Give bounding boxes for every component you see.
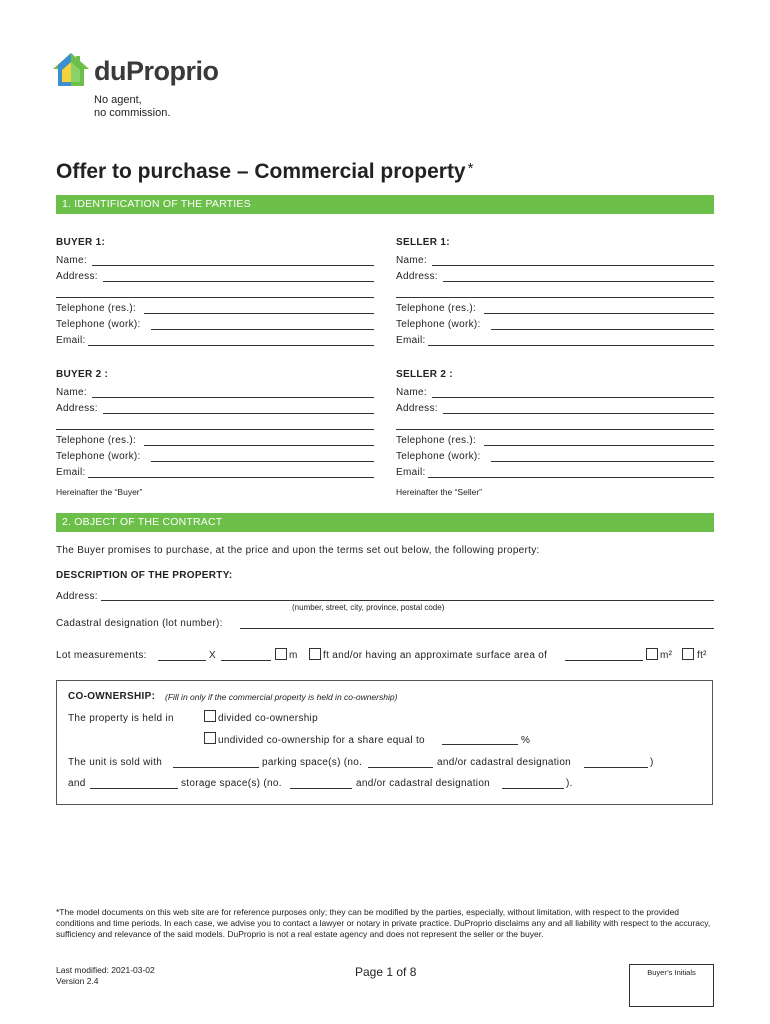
parking-count-field[interactable] xyxy=(173,767,259,768)
buyer-initials-label: Buyer’s Initials xyxy=(647,968,696,977)
page-title-text: Offer to purchase – Commercial property xyxy=(56,160,466,183)
buyer-1-address-label: Address: xyxy=(56,271,98,282)
property-description-heading: DESCRIPTION OF THE PROPERTY: xyxy=(56,570,233,581)
tagline xyxy=(94,94,170,120)
buyer-1-tel-res-field[interactable] xyxy=(144,313,374,314)
parking-number-field[interactable] xyxy=(368,767,433,768)
coownership-heading: CO-OWNERSHIP: xyxy=(68,691,156,702)
buyer-1-email-label: Email: xyxy=(56,335,86,346)
property-address-hint: (number, street, city, province, postal code) xyxy=(292,603,445,612)
seller-1-email-field[interactable] xyxy=(428,345,714,346)
seller-2-name-label: Name: xyxy=(396,387,427,398)
seller-2-tel-res-label: Telephone (res.): xyxy=(396,435,477,446)
storage-cadastral-label: and/or cadastral designation xyxy=(356,778,491,789)
storage-count-field[interactable] xyxy=(90,788,178,789)
sold-with-label: The unit is sold with xyxy=(68,757,163,768)
tagline-line-2: no commission. xyxy=(94,107,171,119)
cadastral-label: Cadastral designation (lot number): xyxy=(56,618,223,629)
seller-1-name-field[interactable] xyxy=(432,265,714,266)
buyer-2-tel-work-label: Telephone (work): xyxy=(56,451,141,462)
last-modified: Last modified: 2021-03-02 xyxy=(56,965,155,975)
unit-m2-checkbox[interactable] xyxy=(646,648,658,660)
buyer-2-tel-res-field[interactable] xyxy=(144,445,374,446)
buyer-2-address-label: Address: xyxy=(56,403,98,414)
seller-2-tel-res-field[interactable] xyxy=(484,445,714,446)
seller-2-label: SELLER 2 : xyxy=(396,369,453,380)
page-title xyxy=(56,160,473,184)
seller-1-address-field-2[interactable] xyxy=(396,297,714,298)
title-asterisk: * xyxy=(467,160,474,177)
buyer-1-tel-work-field[interactable] xyxy=(151,329,374,330)
lot-length-field[interactable] xyxy=(221,660,271,661)
seller-1-tel-res-field[interactable] xyxy=(484,313,714,314)
seller-1-tel-res-label: Telephone (res.): xyxy=(396,303,477,314)
seller-1-label: SELLER 1: xyxy=(396,237,450,248)
tagline-line-1: No agent, xyxy=(94,94,142,106)
parking-label: parking space(s) (no. xyxy=(262,757,363,768)
buyer-1-email-field[interactable] xyxy=(88,345,374,346)
buyer-2-address-field[interactable] xyxy=(103,413,374,414)
storage-and-label: and xyxy=(68,778,86,789)
seller-2-name-field[interactable] xyxy=(432,397,714,398)
undivided-checkbox[interactable] xyxy=(204,732,216,744)
lot-width-field[interactable] xyxy=(158,660,206,661)
lot-x-label: X xyxy=(209,650,216,661)
unit-ft-checkbox[interactable] xyxy=(309,648,321,660)
parking-close-paren: ) xyxy=(650,757,654,768)
property-address-field[interactable] xyxy=(101,600,714,601)
page-number: Page 1 of 8 xyxy=(355,965,417,979)
storage-close-paren: ). xyxy=(566,778,573,789)
buyer-hereinafter-note: Hereinafter the “Buyer” xyxy=(56,487,143,497)
unit-m-checkbox[interactable] xyxy=(275,648,287,660)
buyer-1-address-field[interactable] xyxy=(103,281,374,282)
buyer-2-name-field[interactable] xyxy=(92,397,374,398)
surface-area-field[interactable] xyxy=(565,660,643,661)
cadastral-field[interactable] xyxy=(240,628,714,629)
seller-hereinafter-note: Hereinafter the “Seller” xyxy=(396,487,482,497)
ft-and-area-label: ft and/or having an approximate surface area of xyxy=(323,650,548,661)
property-address-label: Address: xyxy=(56,591,98,602)
storage-cadastral-field[interactable] xyxy=(502,788,564,789)
seller-2-tel-work-label: Telephone (work): xyxy=(396,451,481,462)
seller-1-name-label: Name: xyxy=(396,255,427,266)
buyer-1-tel-work-label: Telephone (work): xyxy=(56,319,141,330)
seller-1-email-label: Email: xyxy=(396,335,426,346)
seller-1-tel-work-label: Telephone (work): xyxy=(396,319,481,330)
seller-2-address-field[interactable] xyxy=(443,413,714,414)
section-2-heading: 2. OBJECT OF THE CONTRACT xyxy=(56,513,714,532)
unit-ft2-checkbox[interactable] xyxy=(682,648,694,660)
storage-label: storage space(s) (no. xyxy=(181,778,282,789)
contract-intro: The Buyer promises to purchase, at the price and upon the terms set out below, the following property: xyxy=(56,545,540,556)
seller-1-tel-work-field[interactable] xyxy=(491,329,714,330)
unit-m2-label: m² xyxy=(660,650,673,661)
parking-cadastral-label: and/or cadastral designation xyxy=(437,757,572,768)
buyer-1-label: BUYER 1: xyxy=(56,237,106,248)
seller-2-address-label: Address: xyxy=(396,403,438,414)
buyer-2-tel-work-field[interactable] xyxy=(151,461,374,462)
disclaimer-footnote: *The model documents on this web site are for reference purposes only; they can be modified by the parties, especially, without limitation, with respect to the provided conditions and time periods. In each case, we advise you to contact a lawyer or notary in private practice. DuProprio disclaims any and all liability with respect to the accuracy, sufficiency and relevance of the said models. DuProprio is not a real estate agency and does not represent the seller or the buyer. xyxy=(56,907,711,939)
seller-2-address-field-2[interactable] xyxy=(396,429,714,430)
divided-label: divided co-ownership xyxy=(218,713,318,724)
storage-number-field[interactable] xyxy=(290,788,352,789)
unit-m-label: m xyxy=(289,650,298,661)
lot-measurements-label: Lot measurements: xyxy=(56,650,147,661)
buyer-2-email-label: Email: xyxy=(56,467,86,478)
seller-1-address-label: Address: xyxy=(396,271,438,282)
duproprio-logo-icon xyxy=(52,52,90,88)
buyer-2-name-label: Name: xyxy=(56,387,87,398)
percent-label: % xyxy=(521,735,531,746)
buyer-1-tel-res-label: Telephone (res.): xyxy=(56,303,137,314)
buyer-1-address-field-2[interactable] xyxy=(56,297,374,298)
held-in-label: The property is held in xyxy=(68,713,174,724)
seller-1-address-field[interactable] xyxy=(443,281,714,282)
brand-name: duProprio xyxy=(94,56,219,86)
seller-2-email-field[interactable] xyxy=(428,477,714,478)
divided-checkbox[interactable] xyxy=(204,710,216,722)
share-percent-field[interactable] xyxy=(442,744,518,745)
parking-cadastral-field[interactable] xyxy=(584,767,648,768)
buyer-2-label: BUYER 2 : xyxy=(56,369,109,380)
version: Version 2.4 xyxy=(56,976,99,986)
section-1-heading: 1. IDENTIFICATION OF THE PARTIES xyxy=(56,195,714,214)
buyer-1-name-label: Name: xyxy=(56,255,87,266)
buyer-2-address-field-2[interactable] xyxy=(56,429,374,430)
unit-ft2-label: ft² xyxy=(697,650,707,661)
coownership-note: (Fill in only if the commercial property is held in co-ownership) xyxy=(165,692,398,702)
seller-2-tel-work-field[interactable] xyxy=(491,461,714,462)
buyer-1-name-field[interactable] xyxy=(92,265,374,266)
undivided-label: undivided co-ownership for a share equal to xyxy=(218,735,425,746)
buyer-2-email-field[interactable] xyxy=(88,477,374,478)
buyer-2-tel-res-label: Telephone (res.): xyxy=(56,435,137,446)
seller-2-email-label: Email: xyxy=(396,467,426,478)
